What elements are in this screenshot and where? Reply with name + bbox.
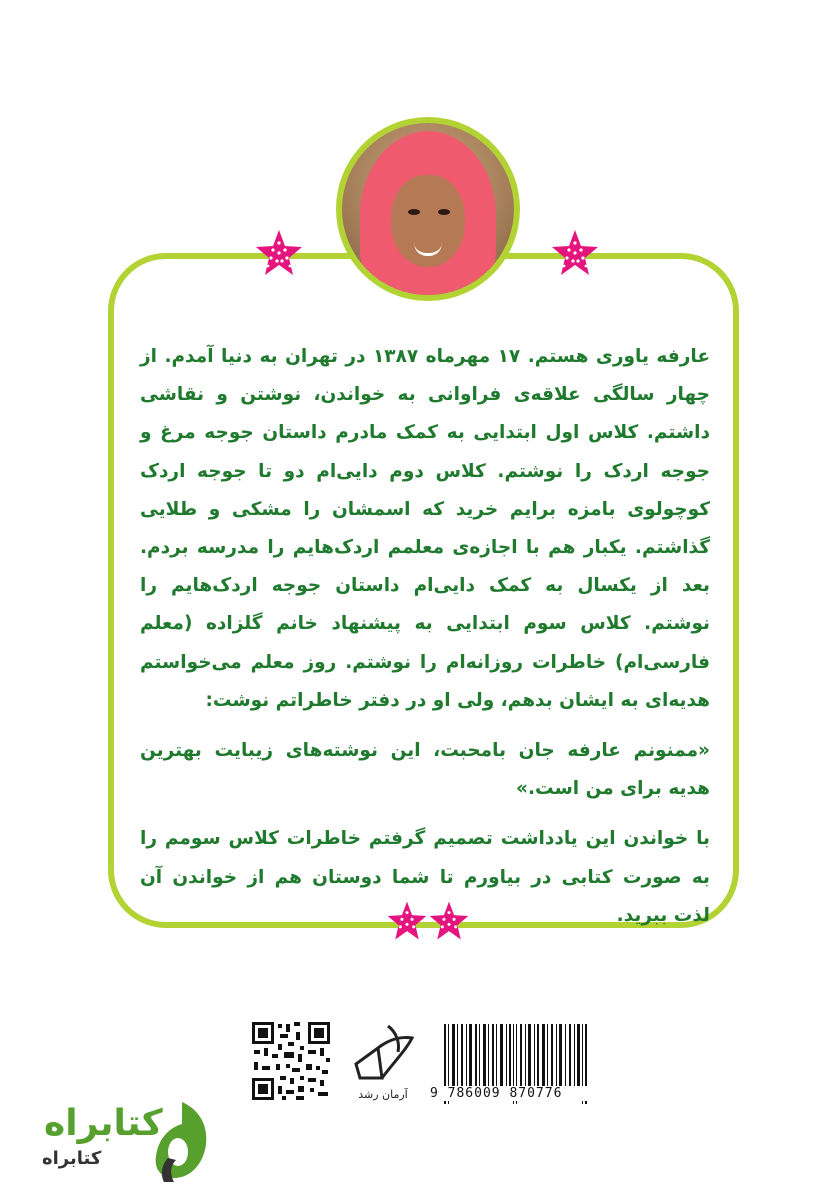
book-icon [348, 1022, 418, 1082]
author-bio [140, 338, 710, 935]
bio-closing: با خواندن این یادداشت تصمیم گرفتم خاطرات کلاس سومم را به صورت کتابی در بیاورم تا شما دوستان هم از خواندن آن لذت ببرید. [140, 828, 710, 926]
watermark-brand: کتابراه [44, 1103, 163, 1144]
star-icon [254, 228, 304, 278]
author-portrait [336, 117, 520, 301]
watermark-logo [30, 1098, 220, 1188]
teacher-quote: «ممنونم عارفه جان بامحبت، این نوشته‌های زیبایت بهترین هدیه برای من است.» [140, 740, 710, 800]
qr-code [250, 1020, 332, 1102]
isbn-number: 9 786009 870776 [430, 1086, 600, 1101]
star-icon [550, 228, 600, 278]
bio-paragraph: عارفه یاوری هستم. ۱۷ مهرماه ۱۳۸۷ در تهران به دنیا آمدم. از چهار سالگی علاقه‌ی فراوانی به خواندن، نوشتن و نقاشی داشتم. کلاس اول ابتدایی به کمک مادرم داستان جوجه مرغ و جوجه اردک را نوشتم. کلاس دوم دایی‌ام دو تا جوجه اردک کوچولوی بامزه برایم خرید که اسمشان را مشکی و طلایی گذاشتم. یکبار هم با اجازه‌ی معلمم اردک‌هایم را مدرسه بردم. بعد از یکسال به کمک دایی‌ام داستان جوجه اردک‌هایم را نوشتم. کلاس سوم ابتدایی به پیشنهاد خانم گلزاده (معلم فارسی‌ام) خاطرات روزانه‌ام را نوشتم. روز معلم می‌خواستم هدیه‌ای به ایشان بدهم، ولی او در دفتر خاطراتم نوشت: [140, 346, 710, 711]
publisher-name: آرمان رشد [358, 1088, 408, 1101]
publisher-logo [343, 1022, 423, 1112]
watermark-sub: کتابراه [42, 1148, 102, 1169]
